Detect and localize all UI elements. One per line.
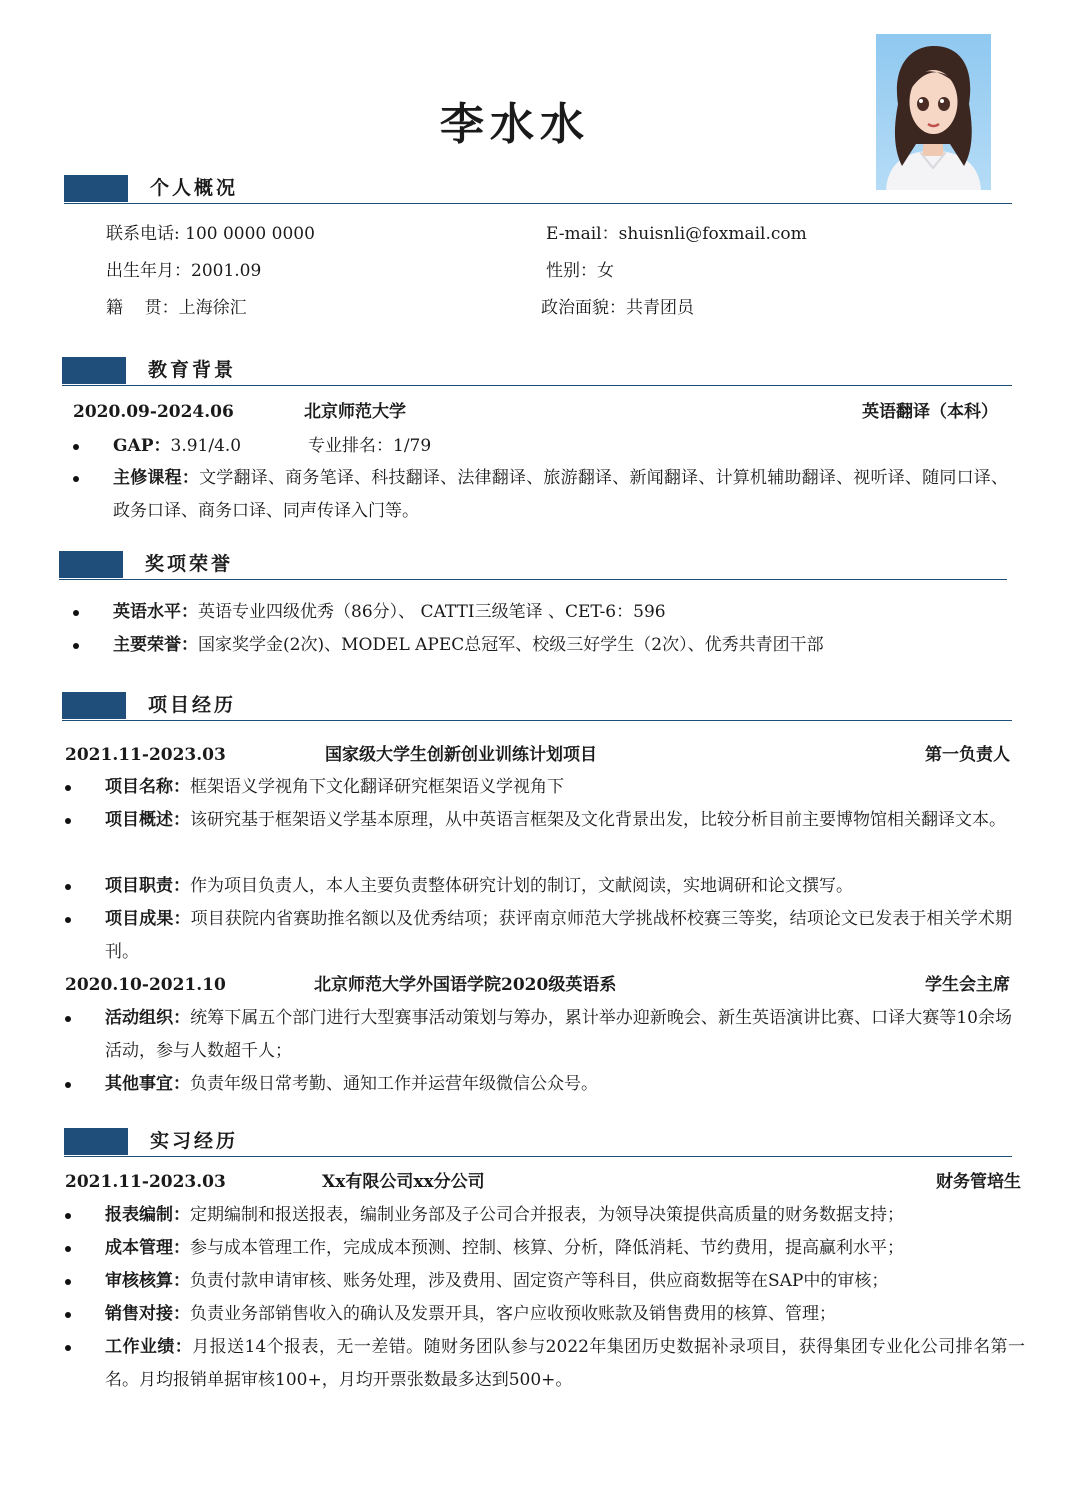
internship-row (65, 1166, 1021, 1199)
profile-gender: 性别：女 (546, 261, 614, 281)
education-courses-item (73, 462, 1008, 528)
project-title: 北京师范大学外国语学院2020级英语系 (314, 975, 617, 995)
profile-native-place: 籍 贯：上海徐汇 (106, 298, 247, 318)
section-divider (62, 385, 1012, 386)
award-text: 英语专业四级优秀（86分）、 CATTI三级笔译 、CET-6：596 (198, 602, 666, 622)
bullet-icon (65, 1213, 71, 1219)
bullet-icon (65, 1345, 71, 1351)
bullet-icon (65, 1279, 71, 1285)
section-header-projects (62, 692, 1012, 724)
project-period: 2020.10-2021.10 (65, 975, 226, 995)
project-row (65, 969, 1010, 1002)
item-label: 活动组织： (105, 1008, 191, 1028)
section-title: 项目经历 (148, 694, 237, 716)
item-text: 负责付款申请审核、账务处理，涉及费用、固定资产等科目，供应商数据等在SAP中的审核； (190, 1271, 889, 1291)
internship-item (65, 1199, 1025, 1232)
project-item (65, 870, 1012, 903)
item-label: 项目名称： (105, 777, 190, 797)
project-role: 学生会主席 (925, 975, 1010, 995)
gpa-value: 3.91/4.0 (170, 436, 242, 456)
portrait-illustration (876, 34, 991, 190)
award-label: 主要荣誉： (113, 635, 198, 655)
bullet-icon (65, 785, 71, 791)
internship-item (65, 1298, 1025, 1331)
item-label: 销售对接： (105, 1304, 190, 1324)
profile-photo (876, 34, 991, 190)
internship-item (65, 1265, 1025, 1298)
project-item (65, 1068, 1012, 1101)
project-item (65, 1002, 1012, 1068)
item-text: 定期编制和报送报表，编制业务部及子公司合并报表，为领导决策提供高质量的财务数据支持； (190, 1205, 904, 1225)
item-text: 负责年级日常考勤、通知工作并运营年级微信公众号。 (190, 1074, 598, 1094)
section-accent-bar (62, 357, 126, 384)
section-accent-bar (62, 692, 126, 719)
section-accent-bar (64, 1128, 128, 1155)
item-text: 月报送14个报表，无一差错。随财务团队参与2022年集团历史数据补录项目，获得集团专业化公司排名第一名。月均报销单据审核100+，月均开票张数最多达到500+。 (105, 1337, 1025, 1390)
item-text: 负责业务部销售收入的确认及发票开具，客户应收预收账款及销售费用的核算、管理； (190, 1304, 836, 1324)
internship-role: 财务管培生 (936, 1172, 1021, 1192)
profile-email: E-mail：shuisnli@foxmail.com (546, 224, 807, 244)
internship-item (65, 1232, 1025, 1265)
item-label: 项目成果： (105, 909, 191, 929)
item-label: 其他事宜： (105, 1074, 190, 1094)
section-header-education (62, 357, 1012, 389)
bullet-icon (65, 1246, 71, 1252)
education-row (73, 396, 998, 429)
internship-period: 2021.11-2023.03 (65, 1172, 226, 1192)
project-item (65, 903, 1012, 969)
education-gpa-item (73, 430, 1008, 463)
section-accent-bar (59, 551, 123, 578)
bullet-icon (73, 643, 79, 649)
item-label: 工作业绩： (105, 1337, 193, 1357)
section-header-profile (64, 175, 1012, 207)
item-text: 统筹下属五个部门进行大型赛事活动策划与筹办，累计举办迎新晚会、新生英语演讲比赛、口译大赛等10余场活动，参与人数超千人； (105, 1008, 1012, 1061)
major-rank: 专业排名：1/79 (308, 436, 432, 456)
bullet-icon (65, 917, 71, 923)
profile-political-status: 政治面貌：共青团员 (541, 298, 694, 318)
item-label: 报表编制： (105, 1205, 190, 1225)
education-major: 英语翻译（本科） (862, 402, 998, 422)
bullet-icon (73, 444, 79, 450)
award-item (73, 629, 1008, 662)
project-item (65, 804, 1012, 870)
section-divider (62, 720, 1012, 721)
award-label: 英语水平： (113, 602, 198, 622)
project-period: 2021.11-2023.03 (65, 745, 226, 765)
project-title: 国家级大学生创新创业训练计划项目 (325, 745, 597, 765)
internship-company: Xx有限公司xx分公司 (322, 1172, 485, 1192)
courses-label: 主修课程： (113, 468, 200, 488)
section-title: 奖项荣誉 (145, 553, 234, 575)
section-title: 实习经历 (150, 1130, 239, 1152)
item-text: 框架语义学视角下文化翻译研究框架语义学视角下 (190, 777, 564, 797)
bullet-icon (65, 1082, 71, 1088)
profile-birth: 出生年月：2001.09 (106, 261, 262, 281)
project-row (65, 739, 1010, 772)
section-header-internship (64, 1128, 1012, 1160)
internship-item (65, 1331, 1025, 1397)
item-text: 参与成本管理工作，完成成本预测、控制、核算、分析，降低消耗、节约费用，提高赢利水平； (190, 1238, 904, 1258)
section-divider (64, 203, 1012, 204)
project-role: 第一负责人 (925, 745, 1010, 765)
education-school: 北京师范大学 (304, 402, 406, 422)
item-label: 审核核算： (105, 1271, 190, 1291)
item-text: 该研究基于框架语义学基本原理，从中英语言框架及文化背景出发，比较分析目前主要博物馆相关翻译文本。 (190, 810, 1006, 830)
section-title: 个人概况 (150, 177, 239, 199)
item-label: 项目职责： (105, 876, 190, 896)
section-divider (64, 1156, 1012, 1157)
gpa-label: GAP： (113, 436, 171, 456)
item-label: 成本管理： (105, 1238, 190, 1258)
bullet-icon (65, 818, 71, 824)
item-label: 项目概述： (105, 810, 190, 830)
education-period: 2020.09-2024.06 (73, 402, 234, 422)
resume-name: 李水水 (440, 99, 590, 150)
award-text: 国家奖学金(2次)、MODEL APEC总冠军、校级三好学生（2次）、优秀共青团干部 (198, 635, 824, 655)
project-item (65, 771, 1012, 804)
item-text: 项目获院内省赛助推名额以及优秀结项；获评南京师范大学挑战杯校赛三等奖，结项论文已发表于相关学术期刊。 (105, 909, 1012, 962)
bullet-icon (65, 884, 71, 890)
bullet-icon (65, 1016, 71, 1022)
section-header-awards (59, 551, 1007, 583)
section-title: 教育背景 (148, 359, 237, 381)
award-item (73, 596, 1008, 629)
bullet-icon (73, 476, 79, 482)
section-accent-bar (64, 175, 128, 202)
item-text: 作为项目负责人，本人主要负责整体研究计划的制订，文献阅读，实地调研和论文撰写。 (190, 876, 853, 896)
profile-phone: 联系电话: 100 0000 0000 (106, 224, 315, 244)
bullet-icon (65, 1312, 71, 1318)
section-divider (59, 579, 1007, 580)
courses-text: 文学翻译、商务笔译、科技翻译、法律翻译、旅游翻译、新闻翻译、计算机辅助翻译、视听译、随同口译、政务口译、商务口译、同声传译入门等。 (113, 468, 1009, 521)
bullet-icon (73, 610, 79, 616)
